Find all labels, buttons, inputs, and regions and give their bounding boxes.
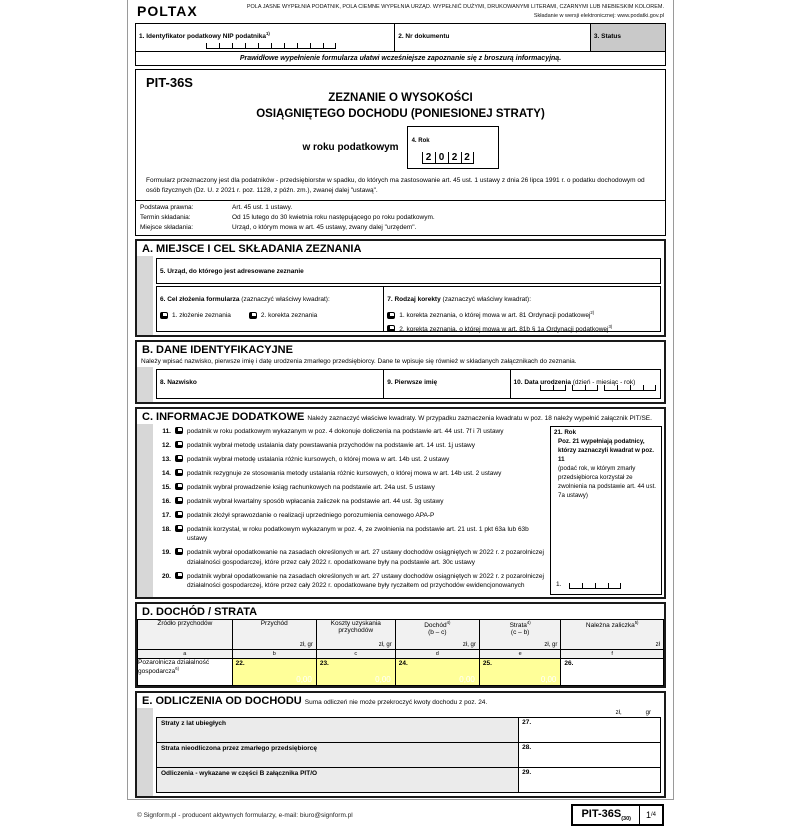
section-c-heading: C. INFORMACJE DODATKOWE Należy zaznaczyć właściwe kwadraty. W przypadku zaznaczenia kwadratu w poz. 18 należy wypełnić załącznik PIT/SE. [142,411,652,424]
field-office-label: 5. Urząd, do którego jest adresowane zeznanie [160,268,304,276]
title-box [135,69,666,202]
field-document-number[interactable] [395,24,591,51]
info-item-13: 13. podatnik wybrał metodę ustalania różnic kursowych, o której mowa w art. 14b ust. 2 ustawy [161,456,450,464]
deduction-row-pito-label: Odliczenia - wykazane w części B załącznika PIT/O [157,768,519,792]
field-purpose-label: 6. Cel złożenia formularza (zaznaczyć właściwy kwadrat): [160,296,330,304]
field-first-name[interactable] [383,369,509,399]
field-27[interactable]: 27. [519,718,660,742]
field-surname[interactable] [156,369,383,399]
section-c-gray-strip [137,424,153,596]
checkbox-filing-label: 1. złożenie zeznania [172,312,231,320]
form-title-line1: ZEZNANIE O WYSOKOŚCI [328,91,473,104]
info-item-12: 12. podatnik wybrał metodę ustalania daty powstawania przychodów na podstawie art. 14 ust. 1j ustawy [161,442,475,450]
section-b-heading: B. DANE IDENTYFIKACYJNE [142,344,293,357]
deduction-row-undeducted-loss [156,742,661,767]
row-label-business-activity: Pozarolnicza działalność gospodarcza$^{6)}$ [138,658,233,685]
nip-input[interactable] [206,43,336,49]
checkbox-15[interactable] [175,483,183,490]
field-correction-type-label: 7. Rodzaj korekty (zaznaczyć właściwy kwadrat): [387,296,532,304]
col-revenue: Przychód zł, gr [232,619,316,649]
section-b-gray-strip [137,367,153,402]
checkbox-14[interactable] [175,469,183,476]
section-a-heading: A. MIEJSCE I CEL SKŁADANIA ZEZNANIA [142,243,362,256]
field-status [591,24,665,51]
section-c [135,407,666,598]
field-first-name-label: 9. Pierwsze imię [387,379,438,387]
checkbox-19[interactable] [175,548,183,555]
field-21-bold-note: Poz. 21 wypełniają podatnicy, którzy zaznaczyli kwadrat w poz. 11 [558,438,654,464]
field-21-year-box [550,426,662,594]
section-d-heading: D. DOCHÓD / STRATA [142,605,258,618]
legal-row: Termin składania: Od 15 lutego do 30 kwietnia roku następującego po roku podatkowym. [140,214,435,222]
info-item-20: 20. podatnik wybrał opodatkowanie na zasadach określonych w art. 27 ustawy dochodów osiągniętych w 2022 r. z pozarolniczej działalności gospodarczej, które przez cały 2022 r. opodatkowane były ryczałtem od przychodów ewidencjonowanych [161,572,544,590]
info-item-15: 15. podatnik wybrał prowadzenie ksiąg rachunkowych na podstawie art. 24a ust. 5 ustawy [161,484,435,492]
section-d [135,602,666,688]
checkbox-correction[interactable] [249,312,257,319]
field-nip[interactable] [136,24,395,51]
year-input[interactable]: 2 0 2 2 [422,152,474,164]
section-c-note: Należy zaznaczyć właściwe kwadraty. W przypadku zaznaczenia kwadratu w poz. 18 należy wypełnić załącznik PIT/SE. [307,415,652,423]
checkbox-16[interactable] [175,497,183,504]
field-28[interactable]: 28. [519,743,660,767]
notice-bar: Prawidłowe wypełnienie formularza ułatwi wcześniejsze zapoznanie się z broszurą informacyjną. [135,52,666,66]
checkbox-18[interactable] [175,525,183,532]
checkbox-correction-art81[interactable] [387,312,395,319]
birth-date-input[interactable] [540,378,656,396]
fill-instructions-line2: Składanie w wersji elektronicznej: www.podatki.gov.pl [533,12,664,19]
info-item-11: 11. podatnik w roku podatkowym wykazanym w poz. 4 dokonuje doliczenia na podstawie art. 44 ust. 7f i 7l ustawy [162,428,504,436]
field-23-costs[interactable]: 23. 0,00 [316,658,395,685]
deduction-row-undeducted-loss-label: Strata nieodliczona przez zmarłego przedsiębiorcę [157,743,519,767]
checkbox-correction-art81-label: 1. korekta zeznania, o której mowa w art. 81 Ordynacji podatkowej$^{2)}$ [399,310,595,320]
field-purpose [156,286,383,332]
field-year[interactable] [407,126,499,169]
form-code-box [571,804,664,826]
form-code: PIT-36S [146,74,193,90]
year-prefix: w roku podatkowym [302,141,399,153]
field-status-label: 3. Status [593,32,622,40]
field-22-revenue[interactable]: 22. 0,00 [232,658,316,685]
page-footer [135,804,666,826]
deduction-row-losses [156,717,661,742]
section-e [135,691,666,798]
info-item-18: 18. podatnik korzystał, w roku podatkowym wykazanym w poz. 4, ze zwolnienia na podstawie art. 21 ust. 1 pkt 63a lub 63b ustawy [161,525,529,543]
checkbox-20[interactable] [175,572,183,579]
section-e-note: Suma odliczeń nie może przekroczyć kwoty dochodu z poz. 24. [304,698,488,706]
publisher-note: © Signform.pl - producent aktywnych formularzy, e-mail: biuro@signform.pl [137,811,353,819]
col-advance: Należna zaliczka$^{5)}$ zł [561,619,664,649]
checkbox-correction-art81b[interactable] [387,325,395,332]
form-sheet [127,0,674,823]
info-item-19: 19. podatnik wybrał opodatkowanie na zasadach określonych w art. 27 ustawy dochodów osiągniętych w 2022 r. z pozarolniczej działalności gospodarczej, które przez cały 2022 r. opodatkowane były na podstawie art. 30c ustawy [161,549,544,566]
checkbox-17[interactable] [175,511,183,518]
section-e-unit-header: zł, gr [615,709,651,716]
checkbox-filing[interactable] [160,312,168,319]
field-document-number-label: 2. Nr dokumentu [398,32,450,40]
col-income: Dochód$^{4)}$ (b – c) zł, gr [395,619,479,649]
section-e-gray-strip [137,708,153,796]
fill-instructions-line1: POLA JASNE WYPEŁNIA PODATNIK, POLA CIEMNE WYPEŁNIA URZĄD. WYPEŁNIĆ DUŻYMI, DRUKOWANYMI LITERAMI, CZARNYMI LUB NIEBIESKIM KOLOREM. [246,4,664,10]
income-table-letter-row: a b c d e f [138,649,664,658]
col-loss: Strata$^{4)}$ (c – b) zł, gr [479,619,561,649]
section-a-gray-strip [137,256,153,335]
form-title-line2: OSIĄGNIĘTEGO DOCHODU (PONIESIONEJ STRATY) [256,107,545,120]
col-costs: Koszty uzyskania przychodów zł, gr [316,619,395,649]
top-field-row [135,23,666,52]
legal-row: Podstawa prawna: Art. 45 ust. 1 ustawy. [140,204,293,212]
field-25-loss[interactable]: 25. 0,00 [479,658,561,685]
section-a [135,239,666,337]
checkbox-correction-art81b-label: 2. korekta zeznania, o której mowa w art. 81b § 1a Ordynacji podatkowej$^{3)}$ [399,323,613,333]
income-table-header-row [138,619,664,649]
form-description: Formularz przeznaczony jest dla podatników - przedsiębiorstw w spadku, do których ma zastosowanie art. 45 ust. 1 ustawy z dnia 26 lipca 1991 r. o podatku dochodowym od osób fizycznych (Dz. U. z 2021 r. poz. 1128, z późn. zm.), zwanej dalej "ustawą". [146,176,645,194]
checkbox-13[interactable] [175,455,183,462]
footer-form-code: PIT-$36S_{(30)}$ [581,807,631,823]
field-birth-date[interactable] [510,369,662,399]
legal-box [135,201,666,236]
checkbox-12[interactable] [175,441,183,448]
field-21-label: 21. Rok [554,429,577,437]
fill-instructions [247,3,664,21]
section-e-heading: E. ODLICZENIA OD DOCHODU Suma odliczeń nie może przekroczyć kwoty dochodu z poz. 24. [142,694,488,707]
field-correction-type [383,286,661,332]
income-table [137,619,664,686]
top-header [135,2,666,23]
field-birth-date-label: 10. Data urodzenia (dzień - miesiąc - rok) [513,379,636,387]
checkbox-correction-label: 2. korekta zeznania [260,312,318,320]
info-item-14: 14. podatnik rezygnuje ze stosowania metody ustalania różnic kursowych, o której mowa w art. 14b ust. 2 ustawy [161,470,502,478]
deduction-row-losses-label: Straty z lat ubiegłych [157,718,519,742]
field-surname-label: 8. Nazwisko [160,379,197,387]
field-nip-label: 1. Identyfikator podatkowy NIP podatnika$^{1)}$ [139,30,270,40]
poltax-logo: POLTAX [137,3,198,19]
col-source: Źródło przychodów [138,619,233,649]
section-b-note: Należy wpisać nazwisko, pierwsze imię i datę urodzenia zmarłego przedsiębiorcy. Dane te wpisuje się również w składanych załącznikach do zeznania. [141,358,577,366]
field-21-comb-label: 1. [556,580,562,588]
field-29[interactable]: 29. 0,00 [519,768,660,792]
deduction-row-pito [156,767,661,793]
page-indicator: 1 /4 [639,806,662,824]
checkbox-11[interactable] [175,427,183,434]
field-26-advance[interactable]: 26. [561,658,664,685]
field-year-label: 4. Rok [411,137,430,144]
info-item-17: 17. podatnik złożył sprawozdanie o realizacji uprzedniego porozumienia cenowego APA-P [161,512,435,519]
field-office[interactable] [156,258,661,284]
income-table-data-row [138,658,664,685]
field-21-year-input[interactable] [569,583,621,589]
field-24-income[interactable]: 24. 0,00 [395,658,479,685]
field-21-note: (podać rok, w którym zmarły przedsiębiorca korzystał ze zwolnienia na podstawie art. 44 ust. 7a ustawy) [558,465,657,500]
legal-row: Miejsce składania: Urząd, o którym mowa w art. 45 ustawy, zwany dalej "urzędem". [140,224,417,232]
section-b [135,340,666,404]
info-item-16: 16. podatnik wybrał kwartalny sposób wpłacania zaliczek na podstawie art. 44 ust. 3g ustawy [161,498,444,506]
